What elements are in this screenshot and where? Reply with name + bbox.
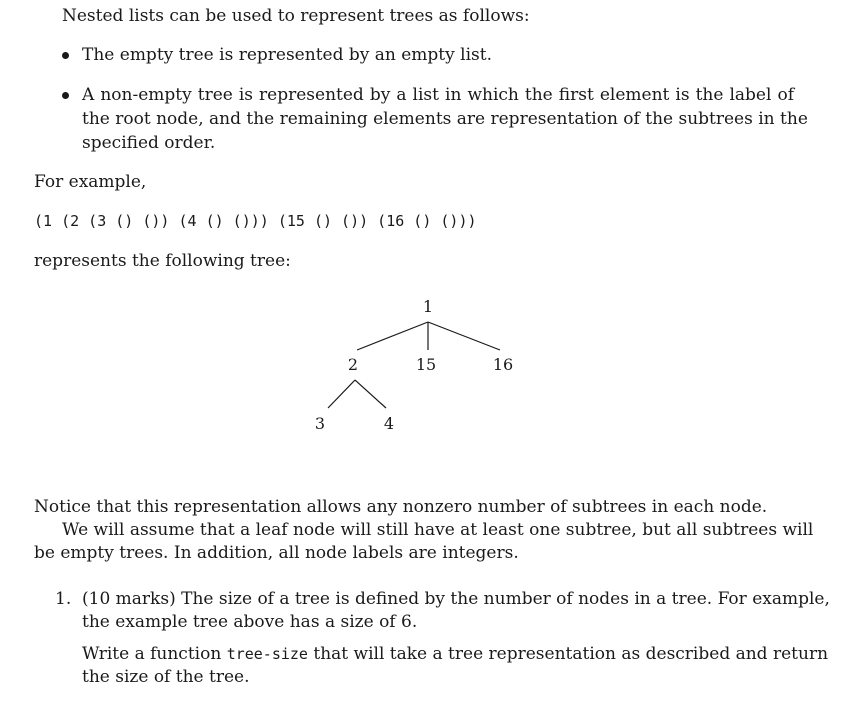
write-suffix-text: that will take a tree representation as described and return [307, 644, 829, 664]
write-line-2: the size of the tree. [82, 667, 250, 687]
write-function-sentence [82, 642, 828, 666]
assume-line-1: We will assume that a leaf node will still have at least one subtree, but all subtrees will [62, 520, 814, 540]
question-number: 1. [55, 589, 72, 609]
tree-node-label: 1 [422, 297, 434, 316]
write-prefix-text: Write a function [82, 644, 227, 664]
represents-text: represents the following tree: [34, 251, 291, 271]
bullet-1-line-1: The empty tree is represented by an empty list. [82, 45, 492, 65]
bullet-2-line-1: A non-empty tree is represented by a list in which the first element is the label of [82, 85, 794, 105]
tree-node-label: 16 [492, 355, 514, 374]
code-example: (1 (2 (3 () ()) (4 () ())) (15 () ()) (16 () ())) [34, 212, 477, 230]
tree-edge [357, 322, 428, 350]
tree-node-label: 15 [415, 355, 437, 374]
bullet-2-line-3: specified order. [82, 133, 216, 153]
question-line-2: the example tree above has a size of 6. [82, 612, 418, 632]
tree-edge [328, 380, 355, 408]
for-example-text: For example, [34, 172, 147, 192]
function-name-code: tree-size [226, 645, 308, 663]
tree-edge [355, 380, 386, 408]
tree-node-label: 3 [314, 414, 326, 433]
intro-text: Nested lists can be used to represent trees as follows: [62, 6, 530, 26]
tree-node-label: 2 [347, 355, 359, 374]
tree-node-label: 4 [383, 414, 395, 433]
question-line-1: (10 marks) The size of a tree is defined by the number of nodes in a tree. For example, [82, 589, 830, 609]
assume-line-2: be empty trees. In addition, all node labels are integers. [34, 543, 519, 563]
bullet-2-line-2: the root node, and the remaining elements are representation of the subtrees in the [82, 109, 808, 129]
notice-text: Notice that this representation allows any nonzero number of subtrees in each node. [34, 497, 768, 517]
tree-edge [428, 322, 500, 350]
